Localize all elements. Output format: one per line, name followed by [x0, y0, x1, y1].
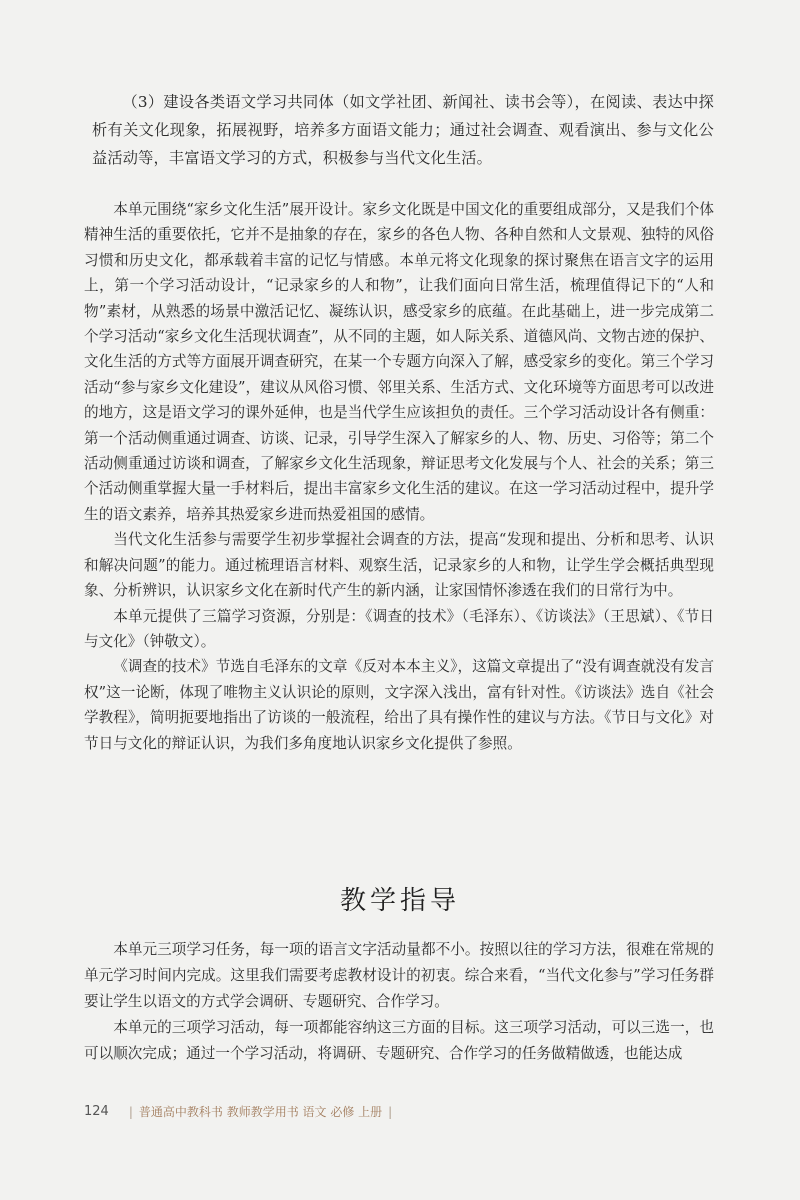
page-number: 124: [84, 1104, 109, 1119]
footer-divider-end: |: [388, 1104, 393, 1119]
guide-paragraph-2: 本单元的三项学习活动，每一项都能容纳这三方面的目标。这三项学习活动，可以三选一，也可以顺次完成；通过一个学习活动，将调研、专题研究、合作学习的任务做精做透，也能达成: [84, 1019, 714, 1062]
intro-paragraph-1: 本单元围绕“家乡文化生活”展开设计。家乡文化既是中国文化的重要组成部分，又是我们个体精神生活的重要依托，它并不是抽象的存在，家乡的各色人物、各种自然和人文景观、独特的风俗习惯和历史文化，都承载着丰富的记忆与情感。本单元将文化现象的探讨聚焦在语言文字的运用上，第一个学习活动设计，“记录家乡的人和物”，让我们面向日常生活，梳理值得记下的“人和物”素材，从熟悉的场景中激活记忆、凝练认识，感受家乡的底蕴。在此基础上，进一步完成第二个学习活动“家乡文化生活现状调查”，从不同的主题，如人际关系、道德风尚、文物古迹的保护、文化生活的方式等方面展开调查研究，在某一个专题方向深入了解，感受家乡的变化。第三个学习活动“参与家乡文化建设”，建议从风俗习惯、邻里关系、生活方式、文化环境等方面思考可以改进的地方，这是语文学习的课外延伸，也是当代学生应该担负的责任。三个学习活动设计各有侧重：第一个活动侧重通过调查、访谈、记录，引导学生深入了解家乡的人、物、历史、习俗等；第二个活动侧重通过访谈和调查，了解家乡文化生活现象，辩证思考文化发展与个人、社会的关系；第三个活动侧重掌握大量一手材料后，提出丰富家乡文化生活的建议。在这一学习活动过程中，提升学生的语文素养，培养其热爱家乡进而热爱祖国的感情。: [84, 201, 714, 523]
unit-introduction: [84, 197, 714, 756]
intro-paragraph-4: 《调查的技术》节选自毛泽东的文章《反对本本主义》，这篇文章提出了“没有调查就没有发言权”这一论断，体现了唯物主义认识论的原则，文字深入浅出，富有针对性。《访谈法》选自《社会学教程》，简明扼要地指出了访谈的一般流程，给出了具有操作性的建议与方法。《节日与文化》对节日与文化的辩证认识，为我们多角度地认识家乡文化提供了参照。: [84, 658, 714, 752]
footer-divider: |: [128, 1104, 133, 1119]
teaching-guide-body: [84, 937, 714, 1067]
book-title: 普通高中教科书 教师教学用书 语文 必修 上册: [138, 1105, 383, 1119]
section-title-teaching-guide: 教学指导: [339, 886, 460, 916]
intro-paragraph-3: 本单元提供了三篇学习资源，分别是：《调查的技术》（毛泽东）、《访谈法》（王思斌）、《节日与文化》（钟敬文）。: [84, 607, 714, 650]
page-footer: [84, 1103, 398, 1120]
guide-paragraph-1: 本单元三项学习任务，每一项的语言文字活动量都不小。按照以往的学习方法，很难在常规的单元学习时间内完成。这里我们需要考虑教材设计的初衷。综合来看，“当代文化参与”学习任务群要让学生以语文的方式学会调研、专题研究、合作学习。: [84, 941, 714, 1010]
learning-goal-item-3: （3）建设各类语文学习共同体（如文学社团、新闻社、读书会等），在阅读、表达中探析有关文化现象，拓展视野，培养多方面语文能力；通过社会调查、观看演出、参与文化公益活动等，丰富语文学习的方式，积极参与当代文化生活。: [92, 93, 714, 167]
intro-paragraph-2: 当代文化生活参与需要学生初步掌握社会调查的方法，提高“发现和提出、分析和思考、认识和解决问题”的能力。通过梳理语言材料、观察生活，记录家乡的人和物，让学生学会概括典型现象、分析辨识，认识家乡文化在新时代产生的新内涵，让家国情怀渗透在我们的日常行为中。: [84, 531, 714, 600]
